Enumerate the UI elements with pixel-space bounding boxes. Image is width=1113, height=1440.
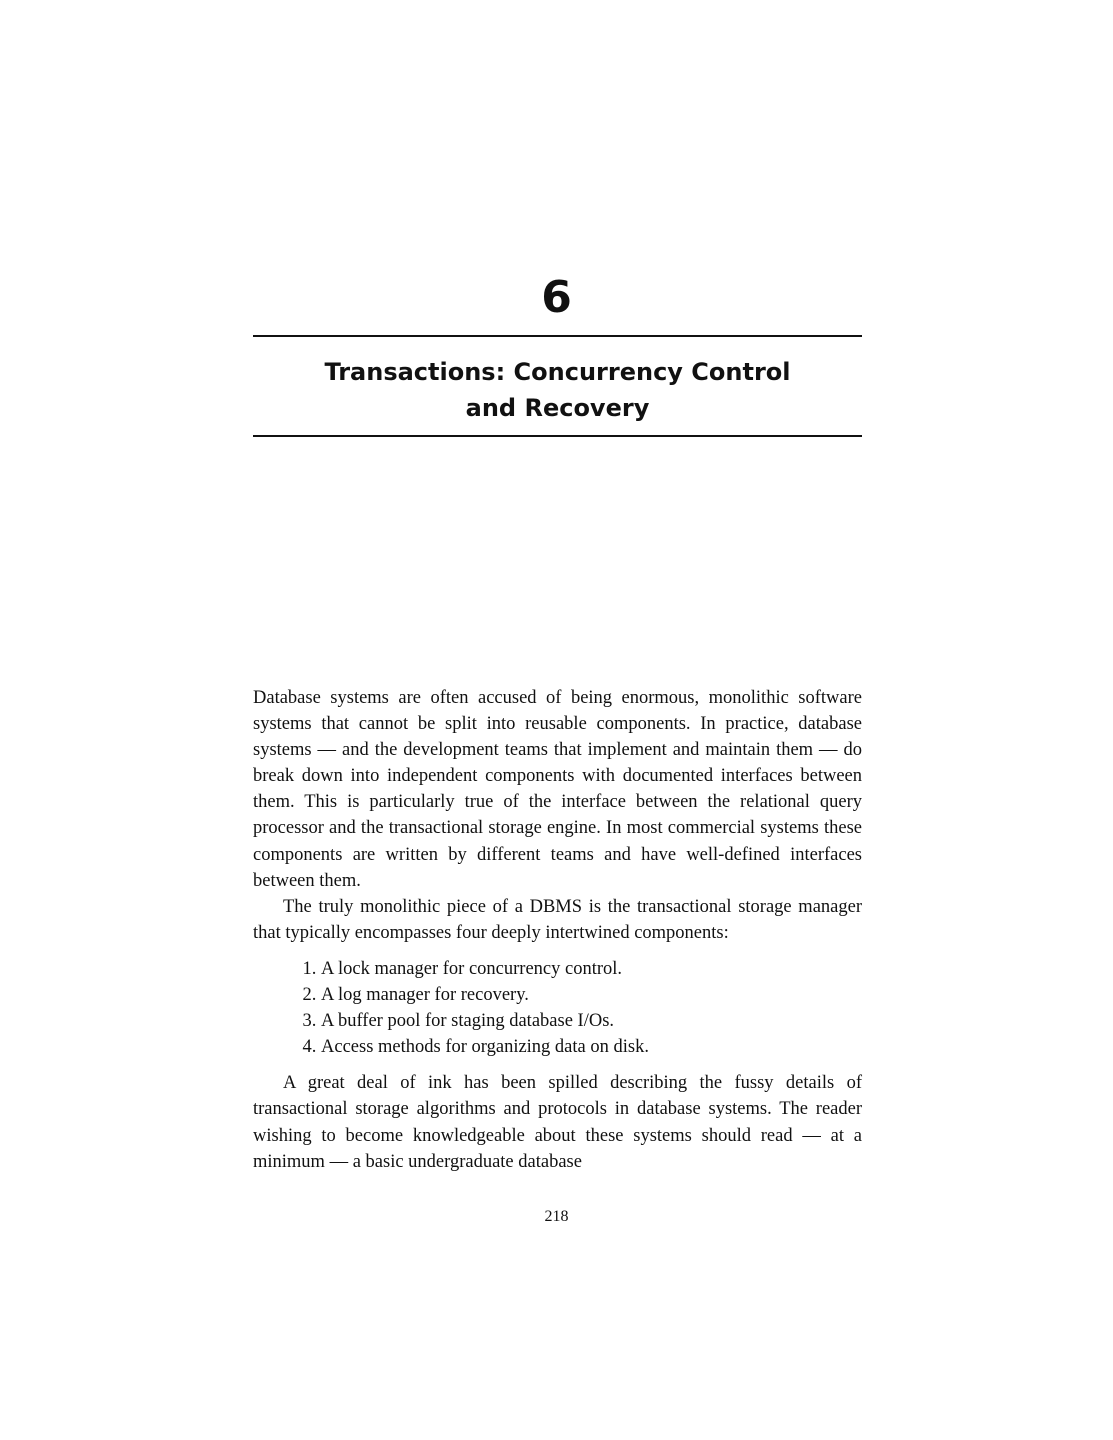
list-item: 2. A log manager for recovery. (321, 982, 862, 1008)
list-item: 3. A buffer pool for staging database I/Os. (321, 1008, 862, 1034)
component-list (253, 956, 862, 1060)
body-text (253, 685, 862, 1175)
paragraph: Database systems are often accused of being enormous, monolithic software systems that cannot be split into reusable components. In practice, database systems — and the development teams that implement and maintain them — do break down into independent components with documented interfaces between them. This is particularly true of the interface between the relational query processor and the transactional storage engine. In most commercial systems these components are written by different teams and have well-defined interfaces between them. (253, 688, 862, 891)
list-item: 4. Access methods for organizing data on disk. (321, 1034, 862, 1060)
title-line: and Recovery (465, 394, 650, 422)
chapter-title (253, 354, 862, 426)
paragraph: A great deal of ink has been spilled describing the fussy details of transactional storage algorithms and protocols in database systems. The reader wishing to become knowledgeable about these systems should read — at a minimum — a basic undergraduate database (253, 1073, 862, 1172)
chapter-number: 6 (541, 272, 572, 323)
page-number: 218 (544, 1208, 569, 1225)
title-line: Transactions: Concurrency Control (324, 358, 791, 386)
paragraph: The truly monolithic piece of a DBMS is the transactional storage manager that typically encompasses four deeply intertwined components: (253, 896, 862, 943)
list-item: 1. A lock manager for concurrency control. (321, 956, 862, 982)
divider (253, 335, 862, 337)
divider (253, 435, 862, 437)
